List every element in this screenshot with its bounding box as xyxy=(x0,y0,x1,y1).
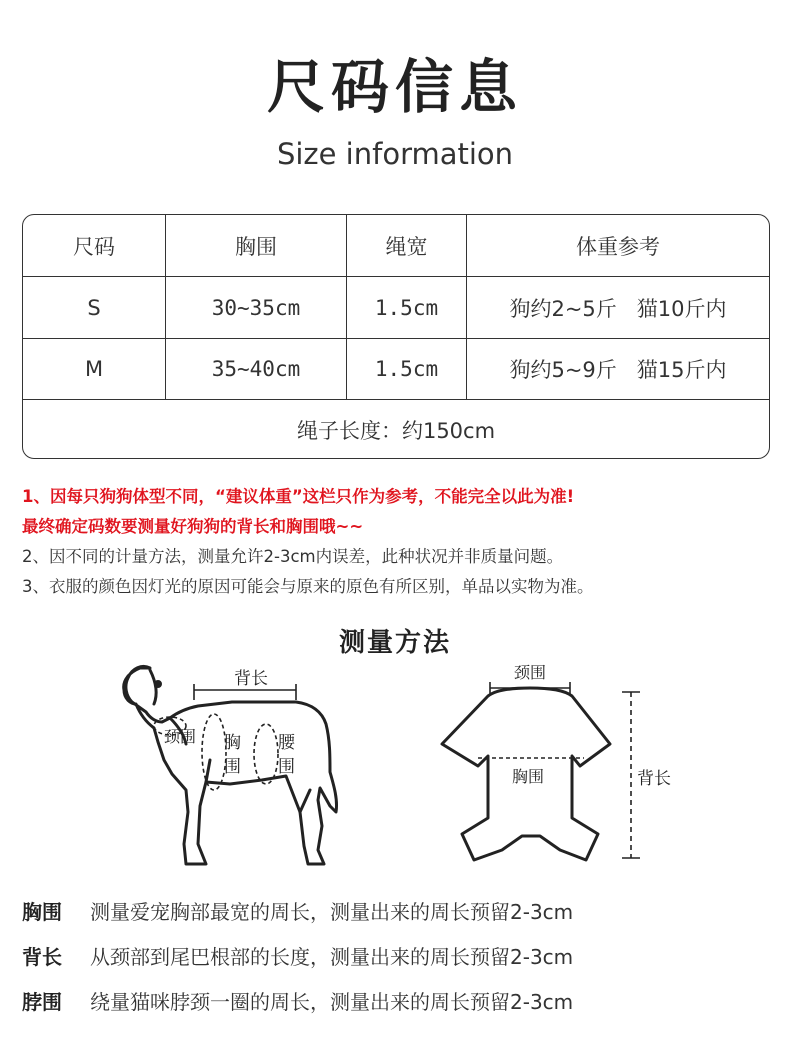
page-title: 尺码信息 xyxy=(266,53,523,121)
cell-chest: 30~35cm xyxy=(166,277,347,338)
legend-text: 从颈部到尾巴根部的长度，测量出来的周长预留2-3cm xyxy=(90,945,574,969)
note-color: 3、衣服的颜色因灯光的原因可能会与原来的原色有所区别，单品以实物为准。 xyxy=(22,577,594,596)
cell-weight: 狗约2~5斤 猫10斤内 xyxy=(509,296,727,321)
garment-chest-label: 胸围 xyxy=(512,767,545,786)
cell-chest: 35~40cm xyxy=(166,339,347,399)
dog-waist-label-2: 围 xyxy=(278,757,295,777)
legend-key: 胸围 xyxy=(22,900,62,924)
page-subtitle: Size information xyxy=(276,137,514,171)
garment-back-label: 背长 xyxy=(637,769,671,789)
chest-guide xyxy=(202,714,226,790)
dog-neck-label: 颈围 xyxy=(164,727,197,746)
measurement-legend xyxy=(22,888,573,1023)
note-warning-2: 最终确定码数要测量好狗狗的背长和胸围哦~~ xyxy=(22,517,364,536)
cell-size: M xyxy=(23,339,166,399)
rope-length: 绳子长度：约150cm xyxy=(296,419,496,443)
header-rope-width: 绳宽 xyxy=(347,215,467,276)
header-chest: 胸围 xyxy=(166,215,347,276)
legend-text: 测量爱宠胸部最宽的周长，测量出来的周长预留2-3cm xyxy=(90,900,574,924)
cell-weight: 狗约5~9斤 猫15斤内 xyxy=(509,358,727,382)
garment-measure-guides xyxy=(478,682,640,858)
legend-item xyxy=(22,888,573,933)
cell-rope-width: 1.5cm xyxy=(347,277,467,338)
dog-chest-label-2: 围 xyxy=(224,757,241,777)
waist-guide xyxy=(254,724,278,784)
legend-item xyxy=(22,978,573,1023)
header-size: 尺码 xyxy=(23,215,166,276)
note-warning-1: 1、因每只狗狗体型不同，“建议体重”这栏只作为参考，不能完全以此为准! xyxy=(22,487,575,506)
dog-waist-label-1: 腰 xyxy=(278,733,295,753)
legend-item xyxy=(22,933,573,978)
header-weight: 体重参考 xyxy=(576,234,660,259)
dog-back-label: 背长 xyxy=(234,669,268,689)
cell-rope-width: 1.5cm xyxy=(347,339,467,399)
legend-text: 绕量猫咪脖颈一圈的周长，测量出来的周长预留2-3cm xyxy=(90,990,574,1014)
garment-neck-label: 颈围 xyxy=(514,663,547,682)
note-tolerance: 2、因不同的计量方法，测量允许2-3cm内误差，此种状况并非质量问题。 xyxy=(22,547,564,566)
cell-size: S xyxy=(23,277,166,338)
legend-key: 脖围 xyxy=(22,990,62,1014)
dog-chest-label-1: 胸 xyxy=(224,733,241,753)
legend-key: 背长 xyxy=(22,945,62,969)
method-title: 测量方法 xyxy=(338,628,451,658)
